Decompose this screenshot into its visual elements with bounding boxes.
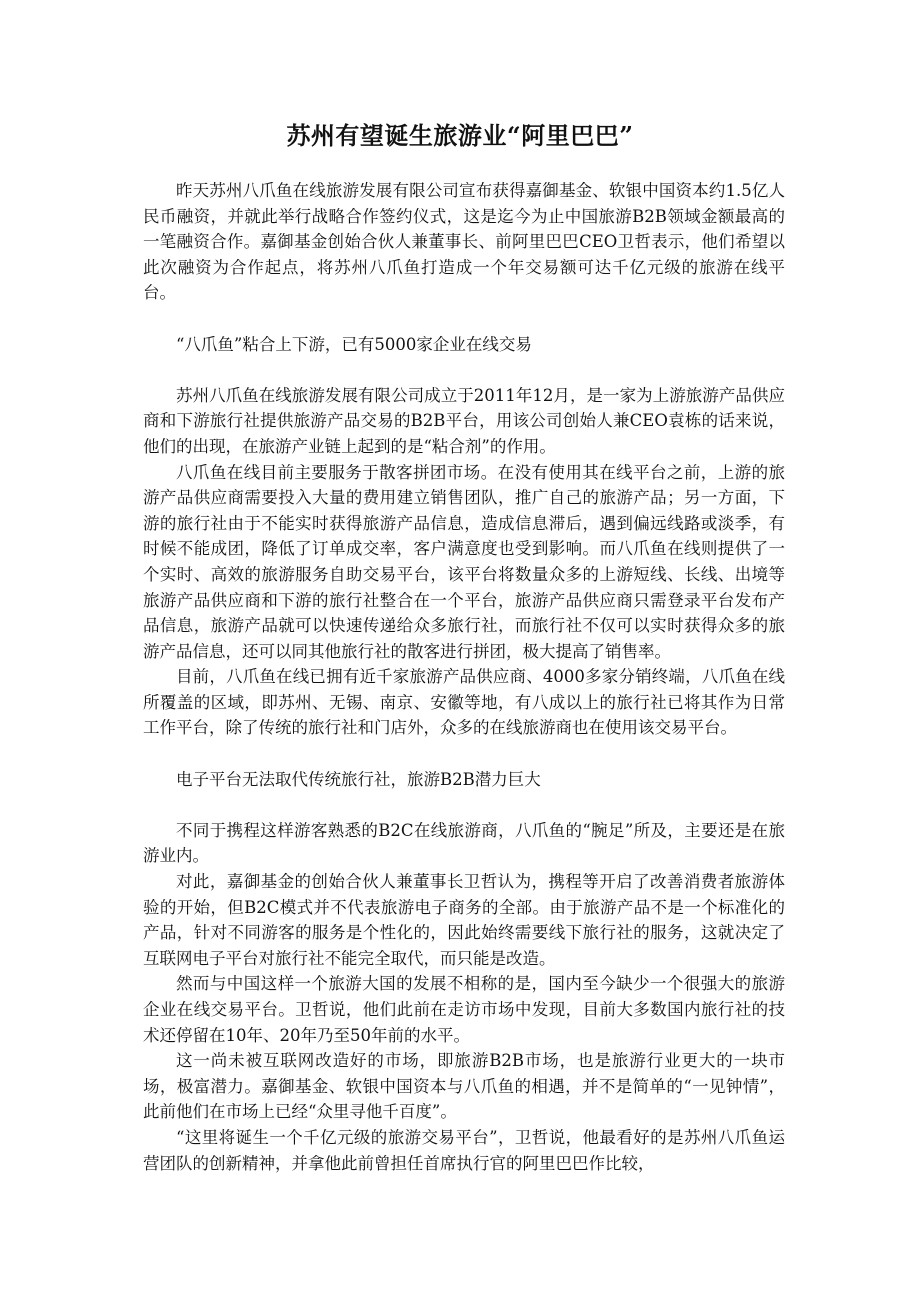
section-heading-2: 电子平台无法取代传统旅行社，旅游B2B潜力巨大 [176, 769, 541, 789]
article-body [143, 178, 785, 1176]
paragraph: 然而与中国这样一个旅游大国的发展不相称的是，国内至今缺少一个很强大的旅游企业在线交易平台。卫哲说，他们此前在走访市场中发现，目前大多数国内旅行社的技术还停留在10年、20年乃至50年前的水平。 [143, 974, 785, 1045]
paragraph: 对此，嘉御基金的创始合伙人兼董事长卫哲认为，携程等开启了改善消费者旅游体验的开始，但B2C模式并不代表旅游电子商务的全部。由于旅游产品不是一个标准化的产品，针对不同游客的服务是个性化的，因此始终需要线下旅行社的服务，这就决定了互联网电子平台对旅行社不能完全取代，而只能是改造。 [143, 872, 785, 968]
paragraph: 苏州八爪鱼在线旅游发展有限公司成立于2011年12月，是一家为上游旅游产品供应商和下游旅行社提供旅游产品交易的B2B平台，用该公司创始人兼CEO袁栋的话来说，他们的出现，在旅游产业链上起到的是“粘合剂”的作用。 [143, 385, 785, 456]
article-title: 苏州有望诞生旅游业“阿里巴巴” [286, 121, 634, 150]
paragraph: 目前，八爪鱼在线已拥有近千家旅游产品供应商、4000多家分销终端，八爪鱼在线所覆盖的区域，即苏州、无锡、南京、安徽等地，有八成以上的旅行社已将其作为日常工作平台，除了传统的旅行社和门店外，众多的在线旅游商也在使用该交易平台。 [143, 667, 785, 738]
paragraph: 这一尚未被互联网改造好的市场，即旅游B2B市场，也是旅游行业更大的一块市场，极富潜力。嘉御基金、软银中国资本与八爪鱼的相遇，并不是简单的“一见钟情”，此前他们在市场上已经“众里寻他千百度”。 [143, 1051, 785, 1122]
paragraph: 不同于携程这样游客熟悉的B2C在线旅游商，八爪鱼的“腕足”所及，主要还是在旅游业内。 [143, 820, 785, 866]
paragraph: “这里将诞生一个千亿元级的旅游交易平台”，卫哲说，他最看好的是苏州八爪鱼运营团队的创新精神，并拿他此前曾担任首席执行官的阿里巴巴作比较， [143, 1127, 785, 1173]
section-heading-1: “八爪鱼”粘合上下游，已有5000家企业在线交易 [176, 334, 532, 354]
paragraph-intro: 昨天苏州八爪鱼在线旅游发展有限公司宣布获得嘉御基金、软银中国资本约1.5亿人民币融资，并就此举行战略合作签约仪式，这是迄今为止中国旅游B2B领域金额最高的一笔融资合作。嘉御基金创始合伙人兼董事长、前阿里巴巴CEO卫哲表示，他们希望以此次融资为合作起点，将苏州八爪鱼打造成一个年交易额可达千亿元级的旅游在线平台。 [143, 181, 785, 303]
paragraph: 八爪鱼在线目前主要服务于散客拼团市场。在没有使用其在线平台之前，上游的旅游产品供应商需要投入大量的费用建立销售团队，推广自己的旅游产品；另一方面，下游的旅行社由于不能实时获得旅游产品信息，造成信息滞后，遇到偏远线路或淡季，有时候不能成团，降低了订单成交率，客户满意度也受到影响。而八爪鱼在线则提供了一个实时、高效的旅游服务自助交易平台，该平台将数量众多的上游短线、长线、出境等旅游产品供应商和下游的旅行社整合在一个平台，旅游产品供应商只需登录平台发布产品信息，旅游产品就可以快速传递给众多旅行社，而旅行社不仅可以实时获得众多的旅游产品信息，还可以同其他旅行社的散客进行拼团，极大提高了销售率。 [143, 462, 785, 661]
